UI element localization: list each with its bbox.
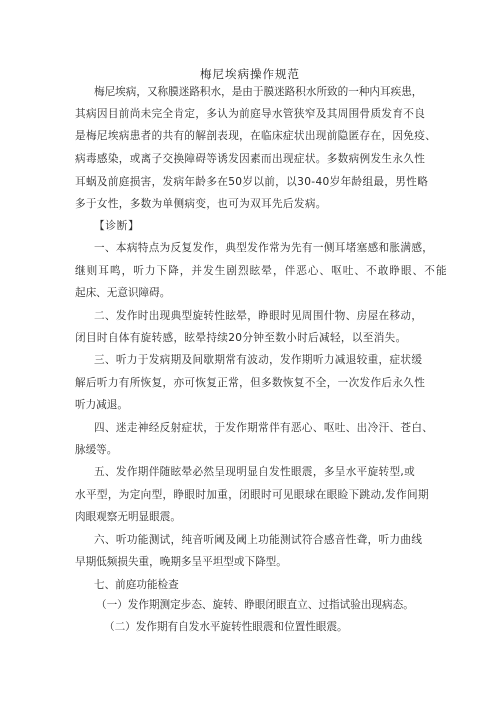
item2-line-1: 二、发作时出现典型旋转性眩晕，睁眼时见周围什物、房屋在移动， bbox=[94, 310, 423, 322]
item5-line-2: 水平型，为定向型，睁眼时加重，闭眼时可见眼球在眼睑下跳动,发作间期 bbox=[75, 489, 429, 501]
document-title: 梅尼埃病操作规范 bbox=[200, 67, 300, 81]
item4-line-2: 脉缓等。 bbox=[75, 444, 118, 456]
intro-line-6: 多于女性，多数为单侧病变，也可为双耳先后发病。 bbox=[75, 198, 327, 210]
item5-line-1: 五、发作期伴随眩晕必然呈现明显自发性眼震，多呈水平旋转型,或 bbox=[94, 466, 416, 478]
item3-line-3: 听力减退。 bbox=[75, 399, 128, 411]
item1-line-2: 继则耳鸣，听力下降，并发生剧烈眩晕，伴恶心、呕吐、不敢睁眼、不能 bbox=[75, 265, 448, 277]
diagnosis-heading: 【诊断】 bbox=[94, 220, 140, 232]
item5-line-3: 肉眼观察无明显眼震。 bbox=[75, 511, 181, 523]
intro-line-1: 梅尼埃病，又称膜迷路积水，是由于膜迷路积水所致的一种内耳疾患， bbox=[94, 86, 423, 98]
item7-heading: 七、前庭功能检查 bbox=[94, 579, 179, 591]
item6-line-2: 早期低频损失重，晚期多呈平坦型或下降型。 bbox=[75, 556, 287, 568]
item1-line-1: 一、本病特点为反复发作，典型发作常为先有一侧耳堵塞感和胀满感， bbox=[94, 242, 434, 254]
item6-line-1: 六、听功能测试，纯音听阈及阈上功能测试符合感音性聋，听力曲线 bbox=[94, 534, 423, 546]
item1-line-3: 起床、无意识障碍。 bbox=[75, 287, 171, 299]
intro-line-2: 其病因目前尚未完全肯定，多认为前庭导水管狭窄及其周围骨质发育不良 bbox=[75, 108, 426, 120]
intro-line-5: 耳蜗及前庭损害，发病年龄多在50岁以前，以30-40岁年龄组最，男性略 bbox=[75, 176, 429, 188]
item2-line-2: 闭目时自体有旋转感，眩晕持续20分钟至数小时后减轻，以至消失。 bbox=[75, 332, 407, 344]
item7-sub-1: （一）发作期测定步态、旋转、睁眼闭眼直立、过指试验出现病态。 bbox=[96, 599, 414, 611]
item3-line-1: 三、听力于发病期及间歇期常有波动，发作期听力减退较重，症状缓 bbox=[94, 354, 423, 366]
item4-line-1: 四、迷走神经反射症状，于发作期常伴有恶心、呕吐、出冷汗、苍白、 bbox=[94, 422, 434, 434]
item7-sub-2: （二）发作期有自发水平旋转性眼震和位置性眼震。 bbox=[104, 621, 348, 633]
intro-line-3: 是梅尼埃病患者的共有的解剖表现，在临床症状出现前隐匿存在，因免疫、 bbox=[75, 130, 437, 142]
item3-line-2: 解后听力有所恢复，亦可恢复正常，但多数恢复不全，一次发作后永久性 bbox=[75, 377, 426, 389]
intro-line-4: 病毒感染，或离子交换障碍等诱发因素而出现症状。多数病例发生永久性 bbox=[75, 153, 426, 165]
